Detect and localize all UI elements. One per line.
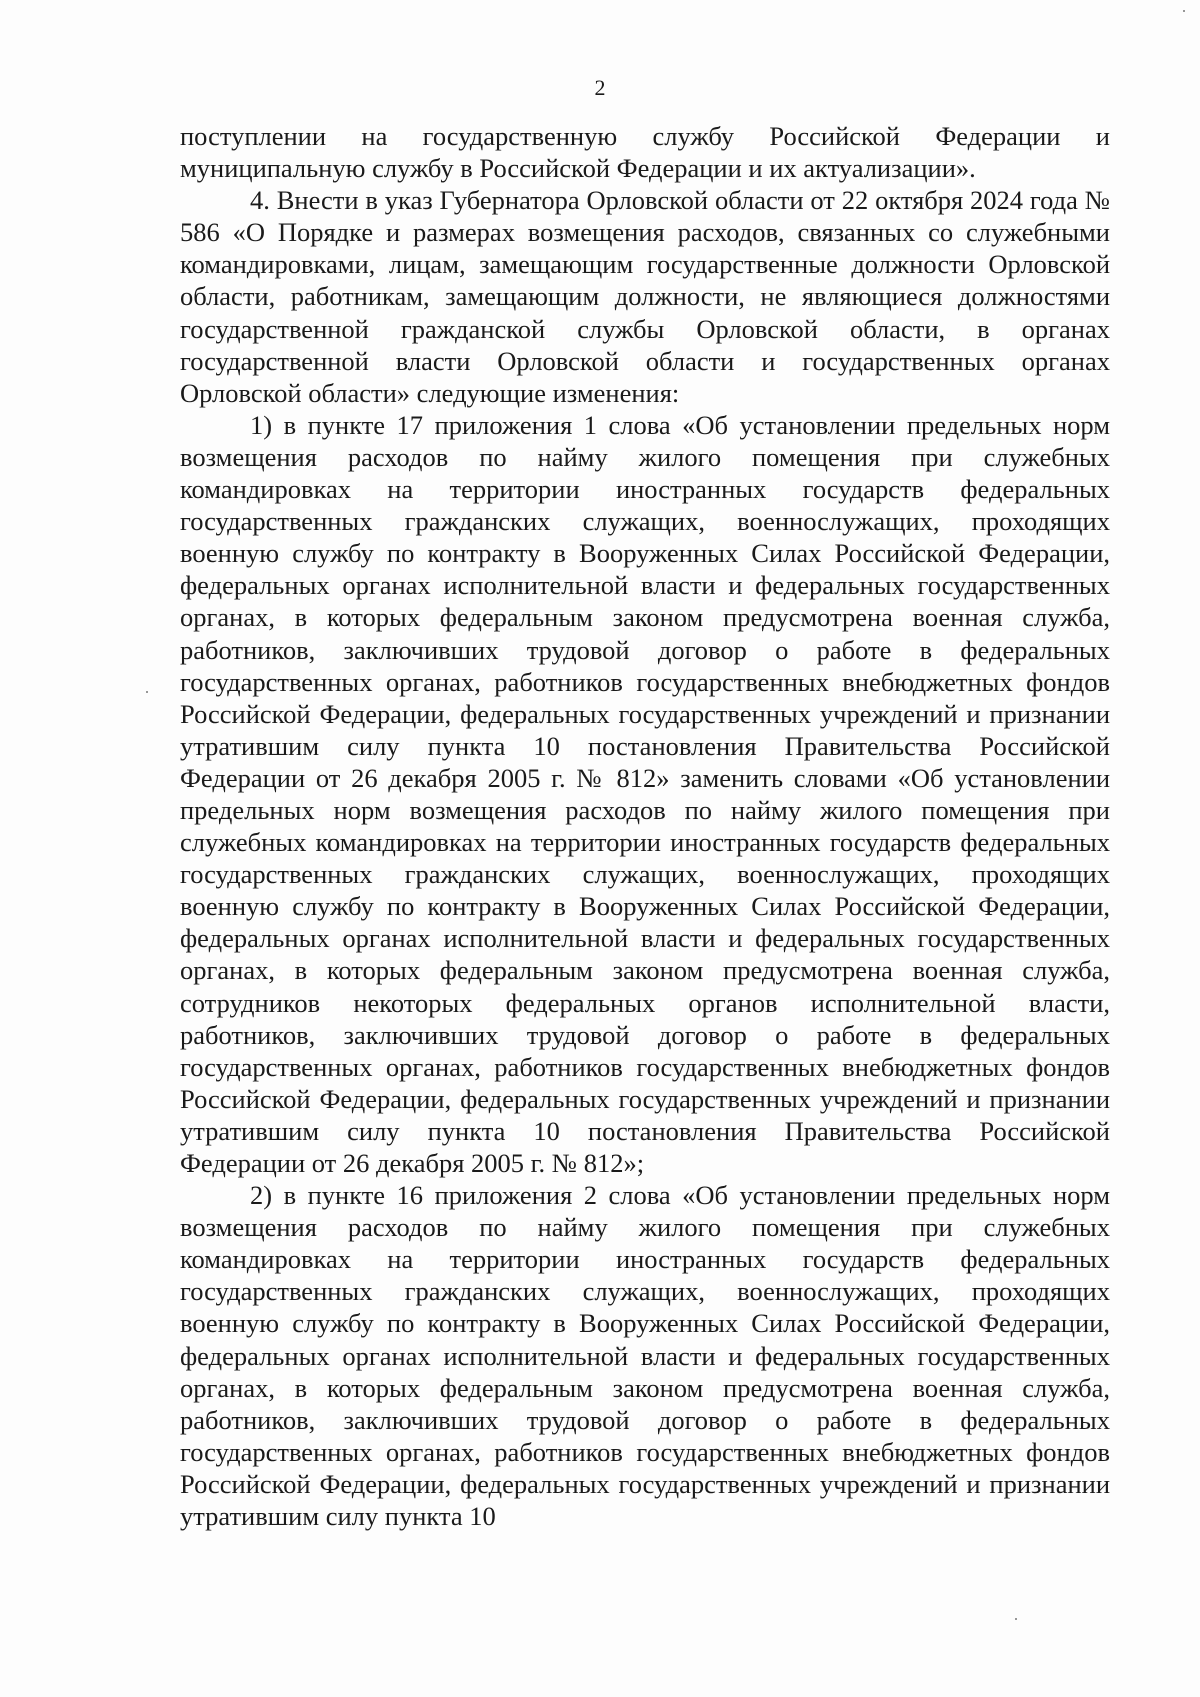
document-body (180, 120, 1110, 1532)
paragraph-subitem-1: 1) в пункте 17 приложения 1 слова «Об установлении предельных норм возмещения расходов по найму жилого помещения при служебных командировках на территории иностранных государств федеральных государственных гражданских служащих, военнослужащих, проходящих военную службу по контракту в Вооруженных Силах Российской Федерации, федеральных органах исполнительной власти и федеральных государственных органах, в которых федеральным законом предусмотрена военная служба, работников, заключивших трудовой договор о работе в федеральных государственных органах, работников государственных внебюджетных фондов Российской Федерации, федеральных государственных учреждений и признании утратившим силу пункта 10 постановления Правительства Российской Федерации от 26 декабря 2005 г. № 812» заменить словами «Об установлении предельных норм возмещения расходов по найму жилого помещения при служебных командировках на территории иностранных государств федеральных государственных гражданских служащих, военнослужащих, проходящих военную службу по контракту в Вооруженных Силах Российской Федерации, федеральных органах исполнительной власти и федеральных государственных органах, в которых федеральным законом предусмотрена военная служба, сотрудников некоторых федеральных органов исполнительной власти, работников, заключивших трудовой договор о работе в федеральных государственных органах, работников государственных внебюджетных фондов Российской Федерации, федеральных государственных учреждений и признании утратившим силу пункта 10 постановления Правительства Российской Федерации от 26 декабря 2005 г. № 812»; (180, 409, 1110, 1178)
scan-speck (146, 691, 148, 693)
scan-speck (1183, 10, 1185, 12)
scan-speck (1015, 1618, 1017, 1620)
paragraph-continuation: поступлении на государственную службу Российской Федерации и муниципальную службу в Российской Федерации и их актуализации». (180, 121, 1110, 184)
page-number: 2 (594, 75, 606, 100)
paragraph-item-4: 4. Внести в указ Губернатора Орловской области от 22 октября 2024 года № 586 «О Порядке и размерах возмещения расходов, связанных со служебными командировками, лицам, замещающим государственные должности Орловской области, работникам, замещающим должности, не являющиеся должностями государственной гражданской службы Орловской области, в органах государственной власти Орловской области и государственных органах Орловской области» следующие изменения: (180, 185, 1110, 408)
paragraph-subitem-2: 2) в пункте 16 приложения 2 слова «Об установлении предельных норм возмещения расходов по найму жилого помещения при служебных командировках на территории иностранных государств федеральных государственных гражданских служащих, военнослужащих, проходящих военную службу по контракту в Вооруженных Силах Российской Федерации, федеральных органах исполнительной власти и федеральных государственных органах, в которых федеральным законом предусмотрена военная служба, работников, заключивших трудовой договор о работе в федеральных государственных органах, работников государственных внебюджетных фондов Российской Федерации, федеральных государственных учреждений и признании утратившим силу пункта 10 (180, 1180, 1110, 1532)
